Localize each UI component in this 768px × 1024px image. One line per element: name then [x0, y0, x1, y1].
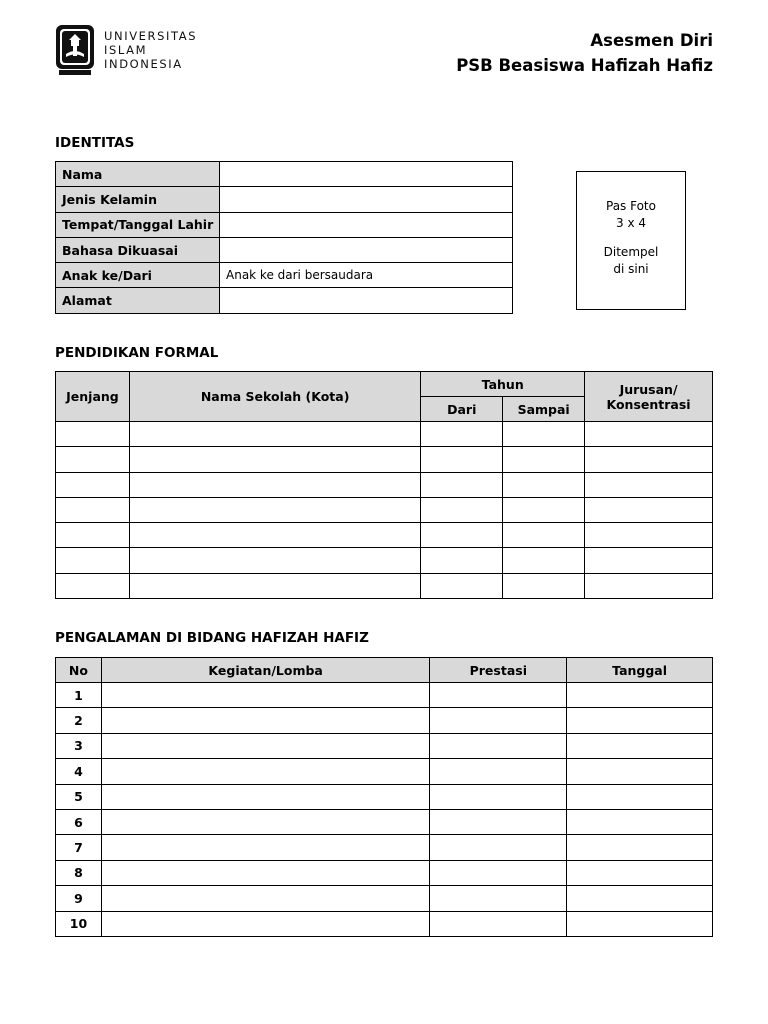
header-tahun: Tahun: [421, 372, 585, 397]
table-cell-field[interactable]: [567, 708, 713, 733]
identitas-value-field[interactable]: [220, 212, 513, 237]
table-cell-field[interactable]: [101, 784, 429, 809]
section-title-pengalaman: PENGALAMAN DI BIDANG HAFIZAH HAFIZ: [55, 630, 369, 646]
table-cell-field[interactable]: [56, 548, 130, 573]
table-cell-field[interactable]: [101, 809, 429, 834]
table-cell-field[interactable]: [567, 759, 713, 784]
section-title-identitas: IDENTITAS: [55, 135, 135, 151]
table-cell-field[interactable]: [585, 573, 713, 598]
table-row: [56, 860, 713, 885]
identitas-row: [56, 187, 513, 212]
table-cell-field[interactable]: [503, 573, 585, 598]
table-cell-field[interactable]: [430, 784, 567, 809]
table-row: [56, 911, 713, 936]
row-number: 7: [56, 835, 102, 860]
table-row: [56, 447, 713, 472]
table-row: [56, 759, 713, 784]
table-cell-field[interactable]: [503, 422, 585, 447]
identitas-table: [55, 161, 513, 314]
table-cell-field[interactable]: [430, 835, 567, 860]
title-line-2: PSB Beasiswa Hafizah Hafiz: [456, 56, 713, 75]
photo-line: di sini: [613, 262, 649, 276]
photo-line: 3 x 4: [616, 216, 646, 230]
photo-line: Ditempel: [603, 245, 659, 259]
header-dari: Dari: [421, 397, 503, 422]
header-jurusan: [585, 372, 713, 422]
section-title-pendidikan: PENDIDIKAN FORMAL: [55, 345, 219, 361]
header-nama-sekolah: Nama Sekolah (Kota): [129, 372, 420, 422]
pendidikan-table-body: [56, 422, 713, 599]
table-cell-field[interactable]: [567, 809, 713, 834]
table-cell-field[interactable]: [585, 447, 713, 472]
table-row: [56, 733, 713, 758]
row-number: 1: [56, 683, 102, 708]
title-line-1: Asesmen Diri: [590, 31, 713, 50]
table-row: [56, 683, 713, 708]
table-row: [56, 422, 713, 447]
table-cell-field[interactable]: [129, 497, 420, 522]
table-row: [56, 497, 713, 522]
table-cell-field[interactable]: [503, 447, 585, 472]
table-row: [56, 835, 713, 860]
document-title: [456, 28, 713, 78]
identitas-value-field[interactable]: [220, 187, 513, 212]
identitas-label: Jenis Kelamin: [56, 187, 220, 212]
uii-logo-icon: [55, 24, 95, 76]
table-cell-field[interactable]: [430, 708, 567, 733]
identitas-value-field[interactable]: [220, 288, 513, 313]
table-cell-field[interactable]: [101, 835, 429, 860]
header-prestasi: Prestasi: [430, 658, 567, 683]
identitas-label: Tempat/Tanggal Lahir: [56, 212, 220, 237]
identitas-value-field[interactable]: Anak ke dari bersaudara: [220, 263, 513, 288]
table-cell-field[interactable]: [101, 759, 429, 784]
table-cell-field[interactable]: [129, 523, 420, 548]
table-cell-field[interactable]: [56, 523, 130, 548]
university-name-line: UNIVERSITAS: [104, 29, 198, 43]
table-row: [56, 886, 713, 911]
table-cell-field[interactable]: [585, 422, 713, 447]
identitas-value-field[interactable]: [220, 162, 513, 187]
table-cell-field[interactable]: [567, 860, 713, 885]
table-row: [56, 523, 713, 548]
table-row: [56, 472, 713, 497]
header-no: No: [56, 658, 102, 683]
table-cell-field[interactable]: [567, 683, 713, 708]
identitas-row: [56, 288, 513, 313]
table-cell-field[interactable]: [567, 733, 713, 758]
table-cell-field[interactable]: [430, 860, 567, 885]
table-cell-field[interactable]: [101, 733, 429, 758]
table-cell-field[interactable]: [129, 573, 420, 598]
identitas-label: Nama: [56, 162, 220, 187]
table-cell-field[interactable]: [129, 472, 420, 497]
table-row: [56, 573, 713, 598]
identitas-row: [56, 263, 513, 288]
table-row: [56, 784, 713, 809]
table-cell-field[interactable]: [503, 472, 585, 497]
table-cell-field[interactable]: [421, 447, 503, 472]
table-cell-field[interactable]: [421, 472, 503, 497]
table-cell-field[interactable]: [567, 835, 713, 860]
table-cell-field[interactable]: [101, 683, 429, 708]
table-cell-field[interactable]: [101, 708, 429, 733]
table-row: [56, 548, 713, 573]
university-name-line: ISLAM: [104, 43, 148, 57]
table-cell-field[interactable]: [421, 523, 503, 548]
table-cell-field[interactable]: [585, 497, 713, 522]
table-cell-field[interactable]: [430, 886, 567, 911]
row-number: 4: [56, 759, 102, 784]
header-sampai: Sampai: [503, 397, 585, 422]
row-number: 6: [56, 809, 102, 834]
table-cell-field[interactable]: [129, 447, 420, 472]
pendidikan-table: [55, 371, 713, 599]
table-cell-field[interactable]: [56, 497, 130, 522]
table-cell-field[interactable]: [430, 759, 567, 784]
pengalaman-table: [55, 657, 713, 937]
table-cell-field[interactable]: [567, 784, 713, 809]
university-name: [104, 29, 197, 71]
identitas-row: [56, 162, 513, 187]
table-cell-field[interactable]: [567, 911, 713, 936]
table-cell-field[interactable]: [101, 886, 429, 911]
identitas-label: Bahasa Dikuasai: [56, 237, 220, 262]
row-number: 8: [56, 860, 102, 885]
table-cell-field[interactable]: [101, 911, 429, 936]
header-tanggal: Tanggal: [567, 658, 713, 683]
table-cell-field[interactable]: [430, 809, 567, 834]
table-cell-field[interactable]: [430, 733, 567, 758]
table-cell-field[interactable]: [56, 422, 130, 447]
table-cell-field[interactable]: [430, 683, 567, 708]
row-number: 10: [56, 911, 102, 936]
table-cell-field[interactable]: [56, 472, 130, 497]
pengalaman-table-body: [56, 683, 713, 937]
table-row: [56, 809, 713, 834]
header-kegiatan: Kegiatan/Lomba: [101, 658, 429, 683]
table-cell-field[interactable]: [129, 548, 420, 573]
header-jurusan-line: Konsentrasi: [606, 396, 691, 412]
header-jurusan-line: Jurusan/: [619, 381, 678, 397]
table-cell-field[interactable]: [421, 573, 503, 598]
table-row: [56, 708, 713, 733]
table-cell-field[interactable]: [421, 497, 503, 522]
identitas-label: Anak ke/Dari: [56, 263, 220, 288]
table-cell-field[interactable]: [129, 422, 420, 447]
photo-line: Pas Foto: [606, 199, 656, 213]
photo-placeholder: [576, 171, 686, 310]
row-number: 3: [56, 733, 102, 758]
header-jenjang: Jenjang: [56, 372, 130, 422]
identitas-row: [56, 212, 513, 237]
table-cell-field[interactable]: [56, 573, 130, 598]
row-number: 2: [56, 708, 102, 733]
table-cell-field[interactable]: [430, 911, 567, 936]
university-name-line: INDONESIA: [104, 57, 183, 71]
table-cell-field[interactable]: [585, 548, 713, 573]
table-cell-field[interactable]: [421, 422, 503, 447]
table-cell-field[interactable]: [56, 447, 130, 472]
identitas-value-field[interactable]: [220, 237, 513, 262]
row-number: 5: [56, 784, 102, 809]
table-cell-field[interactable]: [567, 886, 713, 911]
row-number: 9: [56, 886, 102, 911]
table-cell-field[interactable]: [503, 523, 585, 548]
identitas-row: [56, 237, 513, 262]
table-cell-field[interactable]: [503, 497, 585, 522]
table-cell-field[interactable]: [585, 523, 713, 548]
table-cell-field[interactable]: [585, 472, 713, 497]
table-cell-field[interactable]: [101, 860, 429, 885]
table-cell-field[interactable]: [503, 548, 585, 573]
identitas-label: Alamat: [56, 288, 220, 313]
table-cell-field[interactable]: [421, 548, 503, 573]
